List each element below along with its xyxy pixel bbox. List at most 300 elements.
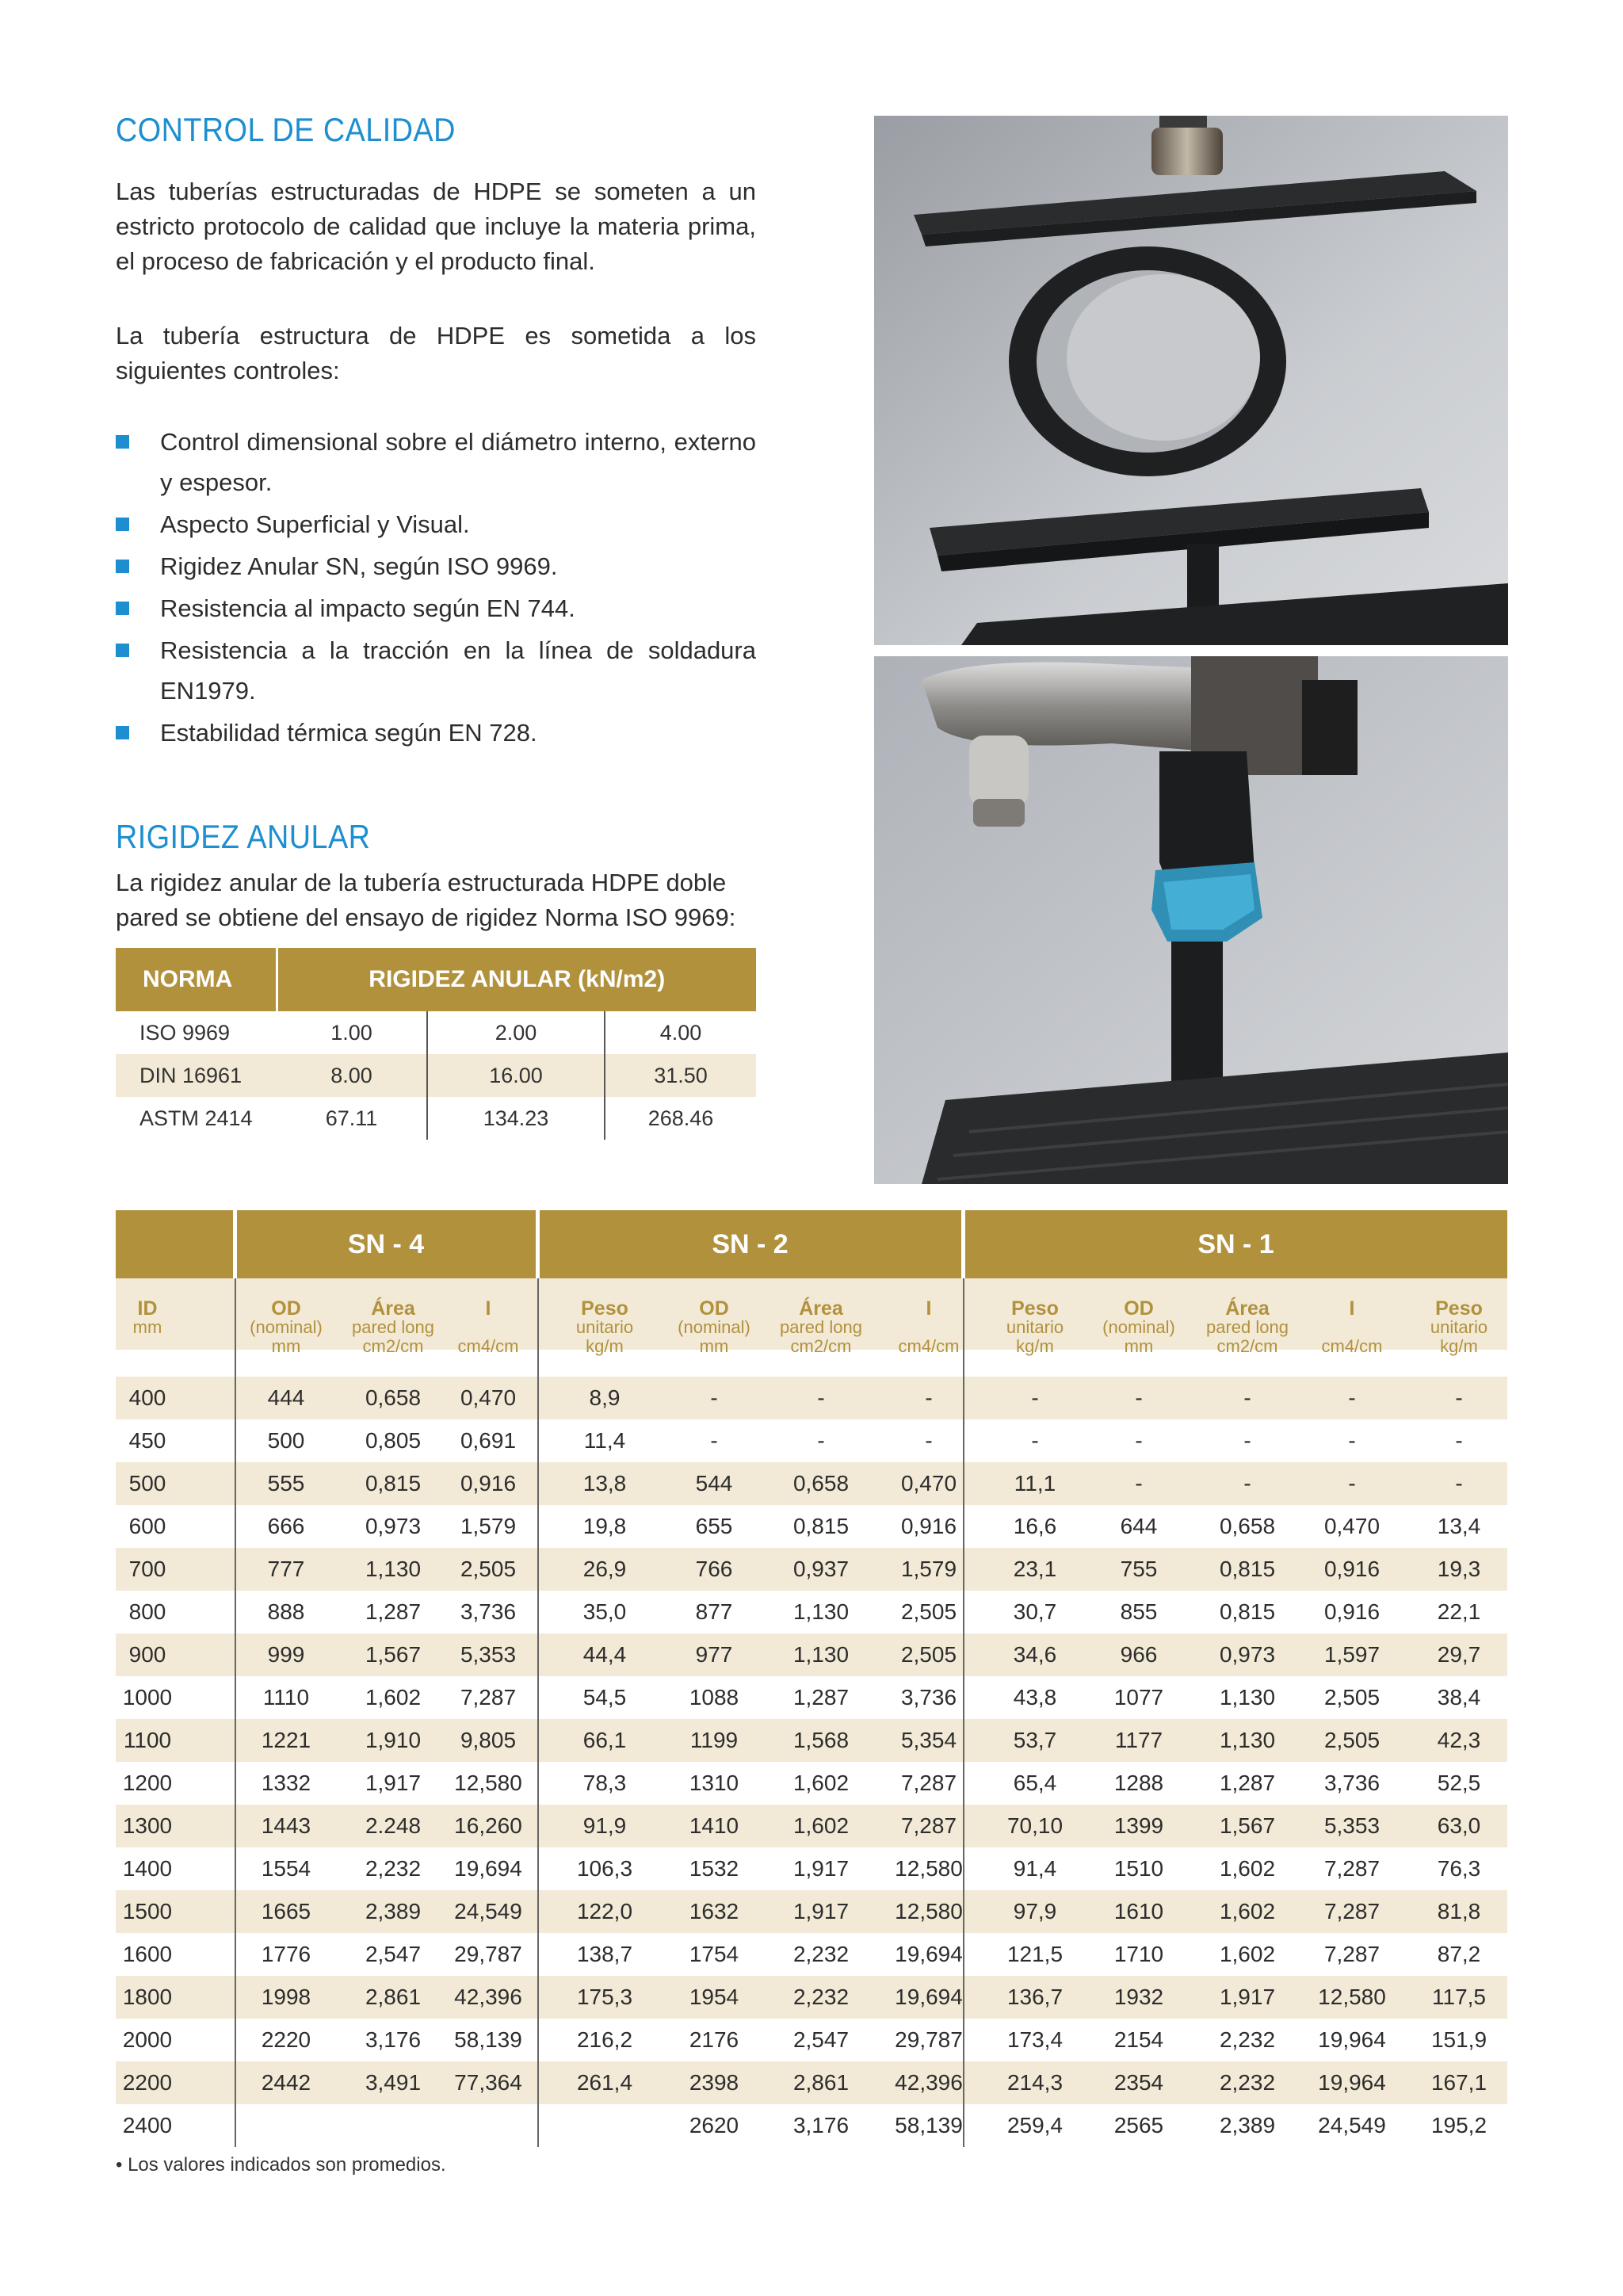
table-cell: 91,4	[1013, 1856, 1057, 1881]
footnote: • Los valores indicados son promedios.	[116, 2154, 446, 2176]
table-cell: 888	[267, 1599, 305, 1624]
table-cell: 2220	[261, 2027, 311, 2052]
table-cell: 1,567	[365, 1642, 422, 1667]
table-cell: 544	[695, 1471, 733, 1496]
table-cell	[437, 2104, 540, 2147]
table-cell: 1,130	[365, 1557, 422, 1581]
rigidez-header-norma: NORMA	[116, 948, 277, 1011]
table-cell: 261,4	[576, 2070, 633, 2095]
bullet-item	[116, 588, 756, 628]
table-row	[116, 1054, 756, 1097]
control-paragraph-1: Las tuberías estructuradas de HDPE se someten a un estricto protocolo de calidad que incluye la materia prima, el proceso de fabricación y el producto final.	[116, 178, 756, 275]
table-cell: 23,1	[1013, 1557, 1057, 1581]
table-cell: 2,505	[900, 1642, 957, 1667]
bullet-item	[116, 712, 756, 753]
column-header-mid	[877, 1318, 980, 1337]
bullet-item	[116, 504, 756, 544]
table-cell: 195,2	[1430, 2113, 1487, 2137]
table-cell	[235, 2104, 338, 2147]
column-header-unit: mm	[699, 1336, 729, 1356]
sn-group-header: SN - 1	[964, 1210, 1507, 1278]
column-header-unit: cm2/cm	[1216, 1336, 1278, 1356]
table-cell: 0,916	[460, 1471, 517, 1496]
bullet-square-icon	[116, 602, 129, 615]
column-header-top: Peso	[581, 1297, 628, 1320]
table-cell: -	[1348, 1428, 1356, 1453]
table-cell: 0,973	[365, 1514, 422, 1538]
table-cell: 755	[1120, 1557, 1158, 1581]
table-cell: 0,815	[1219, 1557, 1276, 1581]
table-cell: 766	[695, 1557, 733, 1581]
table-cell: 2,389	[365, 1899, 422, 1924]
table-cell: 77,364	[454, 2070, 522, 2095]
table-cell: 19,694	[895, 1985, 963, 2009]
column-header	[342, 1299, 445, 1356]
column-header-unit: mm	[271, 1336, 301, 1356]
table-cell: 1532	[689, 1856, 739, 1881]
table-cell: 4.00	[605, 1011, 756, 1054]
table-cell: 600	[128, 1514, 166, 1538]
table-cell: 1110	[262, 1685, 310, 1710]
table-cell: 67.11	[325, 1106, 378, 1130]
table-cell: 24,549	[454, 1899, 522, 1924]
column-header-top: Peso	[1435, 1297, 1483, 1320]
table-cell: -	[1348, 1471, 1356, 1496]
table-cell: 259,4	[1006, 2113, 1064, 2137]
table-cell: 12,580	[895, 1899, 963, 1924]
table-cell: 0,916	[1323, 1557, 1381, 1581]
column-header-unit: mm	[1124, 1336, 1154, 1356]
table-row	[116, 1419, 1507, 1462]
table-cell: 16.00	[427, 1054, 605, 1097]
table-cell: -	[710, 1428, 718, 1453]
table-cell: 1310	[689, 1771, 739, 1795]
table-cell: -	[925, 1428, 933, 1453]
column-header	[1407, 1299, 1510, 1356]
table-cell: 0,815	[1219, 1599, 1276, 1624]
table-cell: 1500	[122, 1899, 173, 1924]
column-header-top: I	[485, 1297, 491, 1320]
table-cell: 76,3	[1437, 1856, 1481, 1881]
table-cell: 1954	[689, 1985, 739, 2009]
table-cell: 1932	[1113, 1985, 1164, 2009]
column-header-top: ID	[137, 1297, 158, 1320]
table-cell: 7,287	[1323, 1942, 1381, 1966]
table-cell: ASTM 2414	[139, 1106, 253, 1130]
column-header-unit: cm2/cm	[790, 1336, 852, 1356]
table-cell: 1.00	[330, 1020, 372, 1045]
table-cell: 0,805	[365, 1428, 422, 1453]
bullet-text: Resistencia a la tracción en la línea de soldadura EN1979.	[160, 636, 756, 705]
table-cell: 999	[267, 1642, 305, 1667]
table-cell: 1200	[122, 1771, 173, 1795]
column-header-top: I	[926, 1297, 932, 1320]
table-cell: 87,2	[1437, 1942, 1481, 1966]
table-cell: 800	[128, 1599, 166, 1624]
table-cell: 2,861	[792, 2070, 850, 2095]
column-header-mid: pared long	[1206, 1317, 1289, 1337]
table-cell: 1,917	[365, 1771, 422, 1795]
table-cell: 11,4	[583, 1428, 626, 1453]
rigidez-header-value: RIGIDEZ ANULAR (kN/m2)	[277, 948, 756, 1011]
table-cell: 44,4	[582, 1642, 627, 1667]
rigidez-table	[116, 948, 756, 1140]
table-cell: 1332	[261, 1771, 311, 1795]
table-cell: 855	[1120, 1599, 1158, 1624]
table-cell: 5,354	[900, 1728, 957, 1752]
table-row	[116, 1591, 1507, 1633]
table-cell: 1776	[261, 1942, 311, 1966]
table-cell: 2,232	[792, 1942, 850, 1966]
table-cell: 1,287	[792, 1685, 850, 1710]
table-row	[116, 2019, 1507, 2061]
table-cell: -	[1031, 1428, 1039, 1453]
table-cell: 3,736	[900, 1685, 957, 1710]
table-cell: 1510	[1113, 1856, 1164, 1881]
table-cell: 34,6	[1013, 1642, 1057, 1667]
section-title-control: CONTROL DE CALIDAD	[116, 111, 456, 148]
table-cell: 1,602	[792, 1771, 850, 1795]
table-row	[116, 1097, 756, 1140]
table-cell: 121,5	[1006, 1942, 1064, 1966]
table-cell: 1998	[261, 1985, 311, 2009]
table-cell: 1,130	[792, 1642, 850, 1667]
table-cell: 7,287	[1323, 1899, 1381, 1924]
table-cell: 1632	[689, 1899, 739, 1924]
table-cell: 54,5	[582, 1685, 627, 1710]
table-cell: 81,8	[1437, 1899, 1481, 1924]
table-cell: 2,505	[1323, 1728, 1381, 1752]
bullet-square-icon	[116, 726, 129, 739]
table-cell: -	[1135, 1428, 1143, 1453]
column-header-top: Área	[799, 1297, 843, 1320]
table-cell: 900	[128, 1642, 166, 1667]
table-cell: 1177	[1114, 1728, 1163, 1752]
table-cell: 2,232	[365, 1856, 422, 1881]
table-row	[116, 1011, 756, 1054]
table-cell: 3,736	[460, 1599, 517, 1624]
table-cell: 1,567	[1219, 1813, 1276, 1838]
table-cell: 26,9	[582, 1557, 627, 1581]
column-header-unit: cm2/cm	[362, 1336, 424, 1356]
table-cell: 2,505	[900, 1599, 957, 1624]
column-header-mid: unitario	[1006, 1317, 1064, 1337]
table-row	[116, 1976, 1507, 2019]
column-header-top: Área	[371, 1297, 415, 1320]
column-header-mid: pared long	[780, 1317, 862, 1337]
control-bullet-list	[116, 422, 756, 755]
table-cell: 1,917	[792, 1856, 850, 1881]
table-cell: -	[710, 1385, 718, 1410]
bullet-text: Rigidez Anular SN, según ISO 9969.	[160, 552, 558, 580]
table-cell: 400	[128, 1385, 166, 1410]
table-cell: 38,4	[1437, 1685, 1481, 1710]
table-cell: 1,602	[1219, 1942, 1276, 1966]
table-row	[116, 1377, 1507, 1419]
table-cell: 70,10	[1006, 1813, 1064, 1838]
table-cell: 7,287	[1323, 1856, 1381, 1881]
table-cell: 0,470	[460, 1385, 517, 1410]
table-row	[116, 1462, 1507, 1505]
column-header-mid: unitario	[1430, 1317, 1488, 1337]
table-cell: 500	[267, 1428, 305, 1453]
table-cell: 216,2	[576, 2027, 633, 2052]
table-cell: 0,937	[792, 1557, 850, 1581]
table-cell: 2,232	[1219, 2027, 1276, 2052]
table-cell: 3,491	[365, 2070, 422, 2095]
table-cell: 268.46	[605, 1097, 756, 1140]
bullet-square-icon	[116, 644, 129, 657]
table-cell: 2398	[689, 2070, 739, 2095]
table-cell: 52,5	[1437, 1771, 1481, 1795]
table-cell: 5,353	[1323, 1813, 1381, 1838]
table-cell: 0,658	[792, 1471, 850, 1496]
table-cell: 1,579	[460, 1514, 517, 1538]
column-header-mid: (nominal)	[250, 1317, 323, 1337]
table-cell: 2,232	[792, 1985, 850, 2009]
table-row	[116, 1719, 1507, 1762]
table-cell	[342, 2104, 445, 2147]
table-cell: 1,602	[1219, 1899, 1276, 1924]
table-cell: 444	[267, 1385, 305, 1410]
table-cell: 1,579	[900, 1557, 957, 1581]
column-header-unit: kg/m	[586, 1336, 624, 1356]
table-cell: 1399	[1113, 1813, 1164, 1838]
table-cell: 9,805	[460, 1728, 517, 1752]
table-cell: 13,4	[1437, 1514, 1481, 1538]
table-cell: 0,470	[900, 1471, 957, 1496]
table-cell: 1,597	[1323, 1642, 1381, 1667]
table-cell: 2620	[689, 2113, 739, 2137]
table-cell: -	[1348, 1385, 1356, 1410]
table-cell: 58,139	[895, 2113, 963, 2137]
header-divider	[962, 1210, 965, 1278]
table-cell: 0,815	[365, 1471, 422, 1496]
table-cell: 555	[267, 1471, 305, 1496]
column-header-mid: (nominal)	[678, 1317, 750, 1337]
table-cell: 19,964	[1318, 2027, 1386, 2052]
table-cell: 1300	[122, 1813, 173, 1838]
table-cell: 1288	[1113, 1771, 1164, 1795]
section-title-rigidez: RIGIDEZ ANULAR	[116, 818, 371, 855]
table-cell: -	[1031, 1385, 1039, 1410]
bullet-item	[116, 630, 756, 711]
table-cell: 19,3	[1437, 1557, 1481, 1581]
table-cell: 2,389	[1219, 2113, 1276, 2137]
table-cell: 2,547	[792, 2027, 850, 2052]
table-cell: 2000	[122, 2027, 173, 2052]
table-cell: 106,3	[576, 1856, 633, 1881]
column-header-top: I	[1349, 1297, 1355, 1320]
table-cell: 1,287	[365, 1599, 422, 1624]
column-header-mid: unitario	[575, 1317, 634, 1337]
table-cell: 1,917	[1219, 1985, 1276, 2009]
table-cell: 117,5	[1432, 1985, 1486, 2009]
table-cell: 31.50	[605, 1054, 756, 1097]
table-cell: 2,505	[460, 1557, 517, 1581]
table-cell: 450	[128, 1428, 166, 1453]
table-cell: 167,1	[1430, 2070, 1487, 2095]
column-header	[1087, 1299, 1190, 1356]
table-cell: 7,287	[900, 1813, 957, 1838]
column-header	[1300, 1299, 1403, 1356]
table-cell: 12,580	[895, 1856, 963, 1881]
table-cell: 16,260	[454, 1813, 522, 1838]
table-cell: 43,8	[1013, 1685, 1057, 1710]
table-cell: 2354	[1113, 2070, 1164, 2095]
table-cell: 42,396	[454, 1985, 522, 2009]
table-cell: 500	[128, 1471, 166, 1496]
table-cell: 1,130	[792, 1599, 850, 1624]
column-header-unit: kg/m	[1440, 1336, 1478, 1356]
table-row	[116, 2061, 1507, 2104]
table-cell: 1,602	[1219, 1856, 1276, 1881]
column-header-unit: cm4/cm	[457, 1336, 519, 1356]
table-cell: 29,7	[1437, 1642, 1481, 1667]
table-row	[116, 1762, 1507, 1805]
table-cell: 877	[695, 1599, 733, 1624]
table-cell: 1,130	[1219, 1728, 1276, 1752]
table-cell: 151,9	[1430, 2027, 1487, 2052]
column-header-unit: cm4/cm	[1321, 1336, 1383, 1356]
table-cell: 2,547	[365, 1942, 422, 1966]
table-cell: 1088	[689, 1685, 739, 1710]
table-cell: -	[817, 1385, 825, 1410]
table-cell: -	[817, 1428, 825, 1453]
table-cell: 134.23	[427, 1097, 605, 1140]
table-cell: 977	[695, 1642, 733, 1667]
table-cell	[553, 2104, 656, 2147]
table-cell: 12,580	[454, 1771, 522, 1795]
table-cell: -	[1243, 1385, 1251, 1410]
bullet-item	[116, 422, 756, 502]
photo-ring-stiffness-test	[874, 116, 1508, 645]
table-cell: 8.00	[277, 1054, 427, 1097]
table-cell: 655	[695, 1514, 733, 1538]
table-cell: 24,549	[1318, 2113, 1386, 2137]
table-cell: 2176	[689, 2027, 739, 2052]
table-cell: 63,0	[1437, 1813, 1481, 1838]
column-divider	[963, 1278, 964, 2147]
table-cell: 35,0	[582, 1599, 627, 1624]
table-cell: -	[1455, 1428, 1463, 1453]
table-cell: 78,3	[582, 1771, 627, 1795]
table-cell: 1,602	[365, 1685, 422, 1710]
column-header	[1196, 1299, 1299, 1356]
table-cell: 0,470	[1323, 1514, 1381, 1538]
table-row	[116, 2104, 1507, 2147]
table-cell: 1199	[689, 1728, 739, 1752]
table-cell: ISO 9969	[139, 1020, 231, 1045]
column-divider	[537, 1278, 539, 2147]
column-header-unit: cm4/cm	[898, 1336, 960, 1356]
table-cell: 97,9	[1013, 1899, 1057, 1924]
header-divider	[234, 1210, 237, 1278]
table-cell: 1410	[689, 1813, 739, 1838]
table-cell: -	[1135, 1471, 1143, 1496]
column-header-mid: (nominal)	[1102, 1317, 1175, 1337]
table-cell: 1610	[1113, 1899, 1164, 1924]
table-cell: 7,287	[900, 1771, 957, 1795]
table-cell: 3,736	[1323, 1771, 1381, 1795]
table-cell: 5,353	[460, 1642, 517, 1667]
table-cell: 1800	[122, 1985, 173, 2009]
table-cell: 0,815	[792, 1514, 850, 1538]
table-cell: 175,3	[576, 1985, 633, 2009]
table-cell: 66,1	[582, 1728, 627, 1752]
table-cell: 0,973	[1219, 1642, 1276, 1667]
column-header-top: OD	[271, 1297, 301, 1320]
table-cell: 16,6	[1013, 1514, 1057, 1538]
table-cell: -	[1243, 1428, 1251, 1453]
table-row	[116, 1548, 1507, 1591]
column-header-unit: kg/m	[1016, 1336, 1054, 1356]
table-cell: 8,9	[589, 1385, 621, 1410]
table-cell: 1,130	[1219, 1685, 1276, 1710]
table-cell: -	[1135, 1385, 1143, 1410]
table-row	[116, 1676, 1507, 1719]
table-cell: 0,916	[1323, 1599, 1381, 1624]
table-cell: 19,8	[582, 1514, 627, 1538]
table-cell: 1,602	[792, 1813, 850, 1838]
table-cell: 1,287	[1219, 1771, 1276, 1795]
table-cell: 0,691	[460, 1428, 517, 1453]
header-divider	[537, 1210, 540, 1278]
column-header-mid	[1300, 1318, 1403, 1337]
table-row	[116, 1805, 1507, 1847]
table-cell: 136,7	[1006, 1985, 1064, 2009]
column-header	[877, 1299, 980, 1356]
table-cell: 58,139	[454, 2027, 522, 2052]
table-cell: 666	[267, 1514, 305, 1538]
table-cell: 12,580	[1318, 1985, 1386, 2009]
column-header	[235, 1299, 338, 1356]
table-cell: 1077	[1113, 1685, 1164, 1710]
column-divider	[235, 1278, 236, 2147]
column-header-top: OD	[1124, 1297, 1154, 1320]
table-cell: -	[925, 1385, 933, 1410]
column-header-mid	[437, 1318, 540, 1337]
column-header	[553, 1299, 656, 1356]
table-cell: 30,7	[1013, 1599, 1057, 1624]
table-cell: 13,8	[582, 1471, 627, 1496]
table-cell: 2154	[1113, 2027, 1164, 2052]
table-cell: 22,1	[1437, 1599, 1481, 1624]
table-cell: 42,396	[895, 2070, 963, 2095]
bullet-text: Control dimensional sobre el diámetro interno, externo y espesor.	[160, 428, 756, 496]
table-cell: 11,1	[1014, 1471, 1056, 1496]
table-cell: 7,287	[460, 1685, 517, 1710]
bullet-text: Estabilidad térmica según EN 728.	[160, 719, 537, 747]
column-header-mid: pared long	[352, 1317, 434, 1337]
table-cell: 19,694	[895, 1942, 963, 1966]
table-cell: 1665	[261, 1899, 311, 1924]
table-cell: 53,7	[1013, 1728, 1057, 1752]
table-cell: 1400	[122, 1856, 173, 1881]
photo-tensile-test	[874, 656, 1508, 1184]
table-cell: 966	[1120, 1642, 1158, 1667]
table-cell: 3,176	[792, 2113, 850, 2137]
table-cell: 644	[1120, 1514, 1158, 1538]
table-cell: 19,964	[1318, 2070, 1386, 2095]
table-cell: 1000	[122, 1685, 173, 1710]
table-cell: 0,658	[365, 1385, 422, 1410]
table-cell: 214,3	[1006, 2070, 1064, 2095]
column-header-top: Área	[1225, 1297, 1270, 1320]
table-cell: 122,0	[576, 1899, 633, 1924]
table-cell: 0,916	[900, 1514, 957, 1538]
table-cell: 2442	[261, 2070, 311, 2095]
